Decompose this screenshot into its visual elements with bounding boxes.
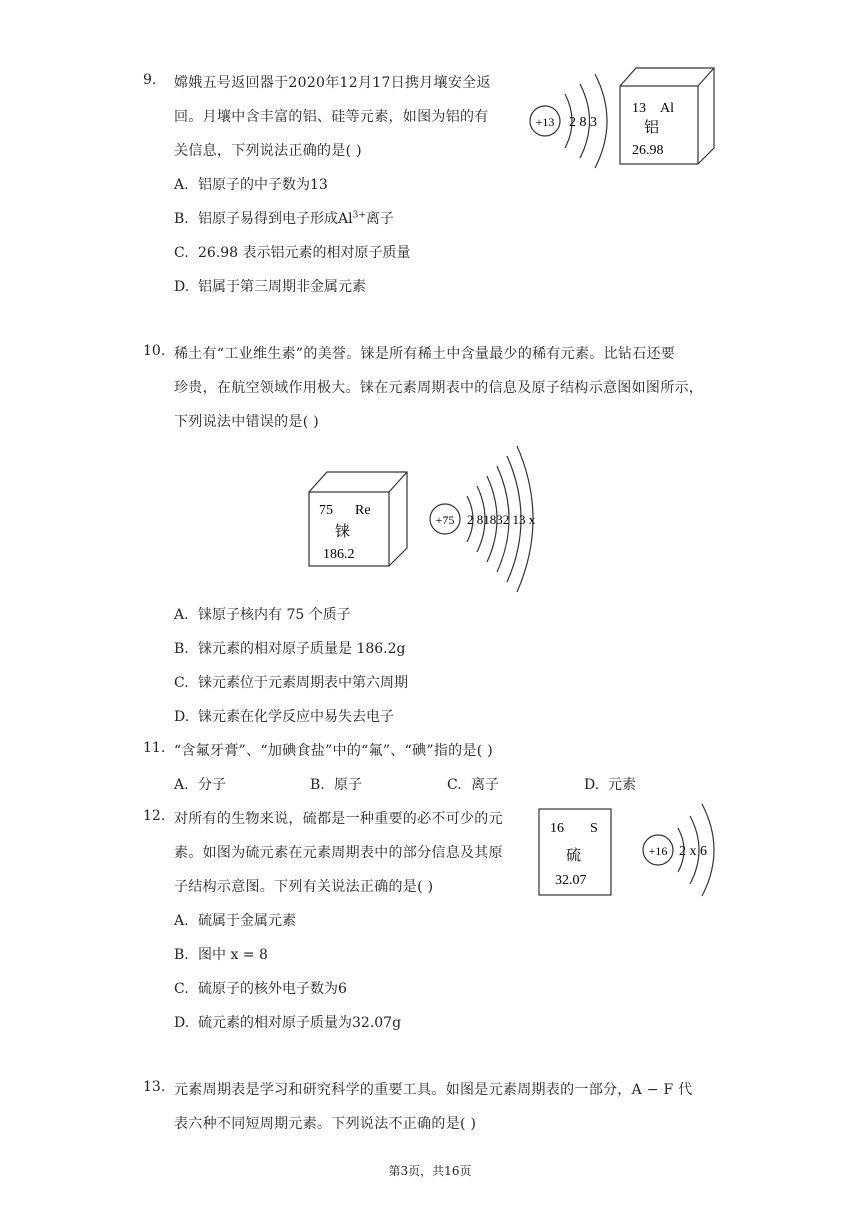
atomic-mass: 26.98 [632,143,664,158]
shell-electrons: 2 81832 13 x [467,512,536,527]
option-label: B. [174,641,189,657]
option-text: 铝原子易得到电子形成Al [198,211,353,227]
question-number: 10. [143,343,166,359]
option-text: 离子 [365,211,394,227]
question-text-line: 素。如图为硫元素在元素周期表中的部分信息及其原 [174,845,503,861]
option-label: D. [174,279,190,295]
shell-electrons: 2 x 6 [679,844,707,859]
option-c [174,672,408,692]
aluminum-element-card [618,66,718,166]
question-text-line: 对所有的生物来说，硫都是一种重要的必不可少的元 [174,811,503,827]
option-label: D. [174,1015,190,1031]
option-c [174,978,347,998]
option-b [174,208,394,228]
question-number: 13. [143,1079,166,1095]
question-text-line: 珍贵，在航空领域作用极大。铼在元素周期表中的信息及原子结构示意图如图所示， [174,380,704,396]
option-text: 26.98 表示铝元素的相对原子质量 [198,245,411,261]
option-d [584,774,636,794]
question-number: 9. [143,72,157,88]
option-a [174,774,226,794]
question-text-line: “含氟牙膏”、“加碘食盐”中的“氟”、“碘”指的是( ) [174,743,494,759]
option-a [174,174,328,194]
atomic-mass: 186.2 [323,547,355,562]
option-text: 元素 [608,777,636,793]
option-label: C. [447,777,462,793]
option-d [174,276,366,296]
question-text-line: 子结构示意图。下列有关说法正确的是( ) [174,879,434,895]
option-label: A. [174,177,189,193]
option-text: 硫元素的相对原子质量为32.07g [198,1015,402,1031]
atomic-mass: 32.07 [555,873,587,888]
element-symbol: Re [355,503,371,518]
element-name: 硫 [566,846,582,864]
nucleus-charge: +16 [648,844,668,858]
option-label: D. [584,777,600,793]
question-text-line: 嫦娥五号返回器于2020年12月17日携月壤安全返 [174,75,491,91]
option-label: B. [174,211,189,227]
option-d [174,1012,401,1032]
rhenium-element-card [307,470,412,570]
nucleus-charge: +13 [535,115,555,129]
option-label: B. [174,947,189,963]
option-label: B. [310,777,325,793]
ion-charge: 3+ [352,210,366,221]
element-symbol: Al [660,101,674,116]
option-text: 铼元素位于元素周期表中第六周期 [198,675,408,691]
atomic-number: 13 [632,101,646,116]
option-c [447,774,499,794]
question-number: 11. [143,740,166,756]
nucleus-charge: +75 [435,513,455,527]
question-text-line: 表六种不同短周期元素。下列说法不正确的是( ) [174,1116,477,1132]
atomic-number: 75 [319,503,333,518]
shell-electrons: 2 8 3 [569,115,597,130]
element-name: 铝 [644,118,660,136]
option-text: 铼元素的相对原子质量是 186.2g [198,641,406,657]
option-label: A. [174,607,189,623]
option-text: 硫属于金属元素 [198,913,296,929]
option-text: 铝原子的中子数为13 [198,177,328,193]
sulfur-atom-diagram [638,798,738,902]
page-footer: 第3页，共16页 [388,1164,472,1178]
option-label: A. [174,777,189,793]
question-text-line: 回。月壤中含丰富的铝、硅等元素，如图为铝的有 [174,109,489,125]
option-c [174,242,411,262]
question-text-line: 稀土有“工业维生素”的美誉。铼是所有稀土中含量最少的稀有元素。比钻石还要 [174,346,676,362]
option-label: D. [174,709,190,725]
option-text: 铼元素在化学反应中易失去电子 [198,709,394,725]
option-text: 原子 [334,777,362,793]
option-text: 硫原子的核外电子数为6 [198,981,347,997]
option-b [174,638,406,658]
option-label: C. [174,981,189,997]
atomic-number: 16 [550,821,564,836]
sulfur-element-card [538,808,613,898]
option-b [310,774,362,794]
question-text-line: 关信息，下列说法正确的是( ) [174,143,362,159]
option-a [174,604,351,624]
element-name: 铼 [335,522,351,540]
element-symbol: S [590,821,598,836]
option-d [174,706,394,726]
rhenium-atom-diagram [425,440,585,600]
option-text: 离子 [471,777,499,793]
option-text: 铼原子核内有 75 个质子 [198,607,351,623]
question-number: 12. [143,808,166,824]
option-a [174,910,296,930]
option-label: C. [174,245,189,261]
option-text: 图中 x = 8 [198,947,268,963]
option-text: 分子 [198,777,226,793]
question-text-line: 元素周期表是学习和研究科学的重要工具。如图是元素周期表的一部分，A − F 代 [174,1082,693,1098]
option-label: A. [174,913,189,929]
option-label: C. [174,675,189,691]
option-text: 铝属于第三周期非金属元素 [198,279,366,295]
option-b [174,944,268,964]
question-text-line: 下列说法中错误的是( ) [174,414,319,430]
